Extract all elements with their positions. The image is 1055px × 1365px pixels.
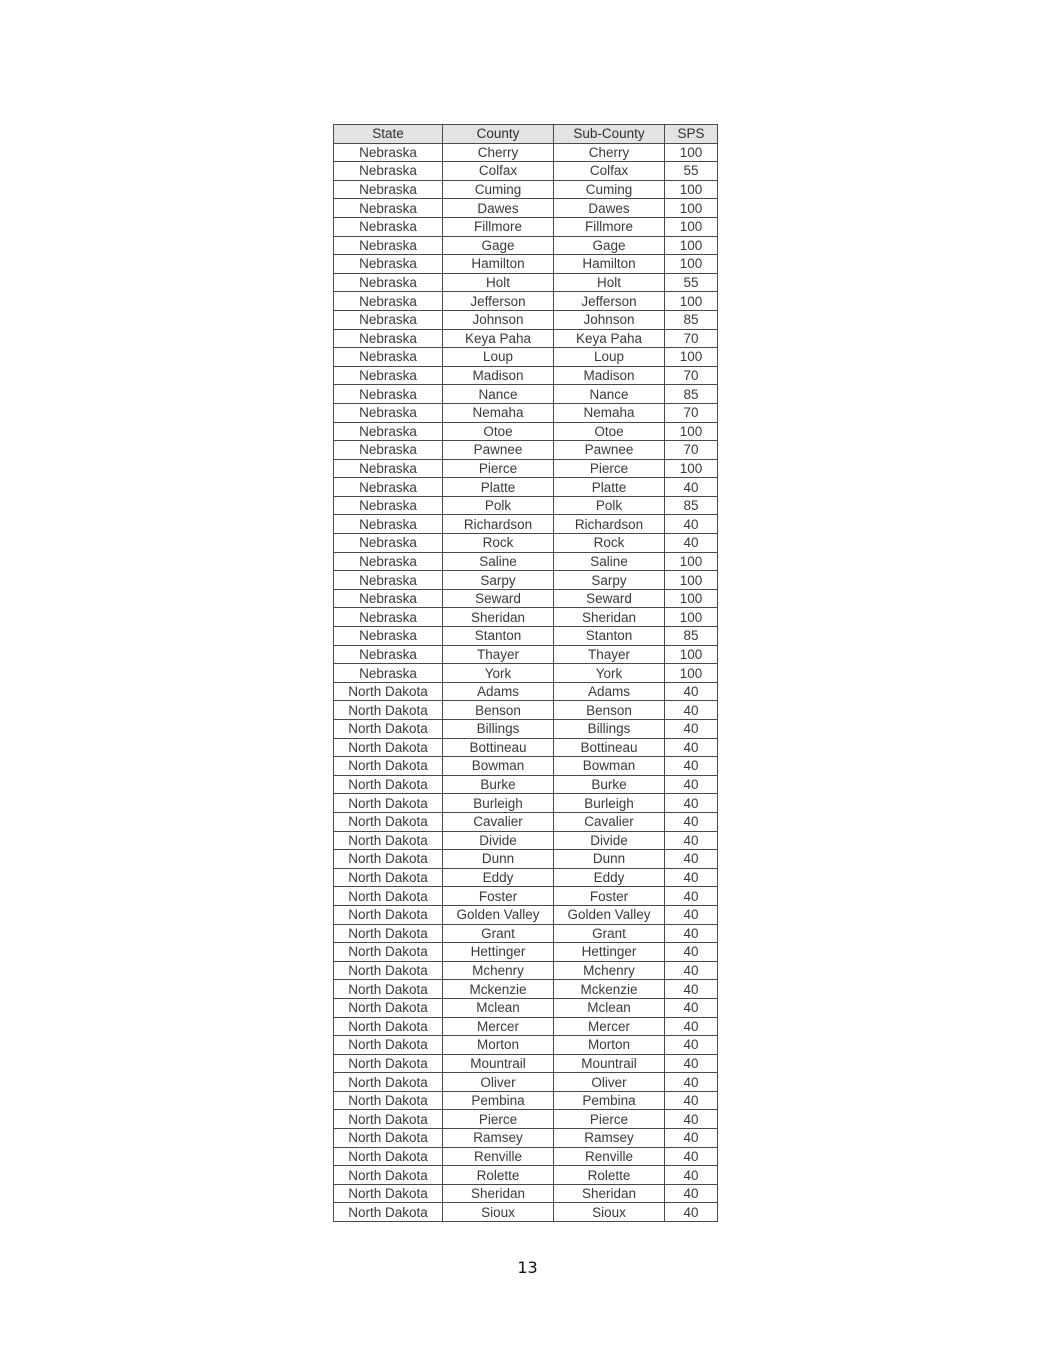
cell-county: Hamilton [443, 255, 554, 274]
cell-state: Nebraska [334, 217, 443, 236]
cell-county: Polk [443, 496, 554, 515]
cell-sps: 40 [665, 701, 718, 720]
cell-sub-county: Rolette [554, 1166, 665, 1185]
table-row [334, 943, 718, 962]
cell-state: North Dakota [334, 980, 443, 999]
table-row [334, 441, 718, 460]
cell-sps: 100 [665, 608, 718, 627]
cell-county: Cuming [443, 180, 554, 199]
cell-state: Nebraska [334, 645, 443, 664]
cell-state: North Dakota [334, 961, 443, 980]
cell-county: Nemaha [443, 403, 554, 422]
cell-sps: 100 [665, 292, 718, 311]
cell-sps: 40 [665, 1203, 718, 1222]
cell-state: Nebraska [334, 273, 443, 292]
cell-sub-county: Eddy [554, 868, 665, 887]
cell-sub-county: Otoe [554, 422, 665, 441]
page-number: 13 [517, 1258, 538, 1277]
cell-sub-county: Hettinger [554, 943, 665, 962]
cell-state: Nebraska [334, 292, 443, 311]
cell-state: Nebraska [334, 515, 443, 534]
table-row [334, 1036, 718, 1055]
cell-sps: 40 [665, 720, 718, 739]
cell-state: North Dakota [334, 757, 443, 776]
table-row [334, 701, 718, 720]
cell-county: Divide [443, 831, 554, 850]
cell-sub-county: Stanton [554, 627, 665, 646]
cell-sps: 40 [665, 1091, 718, 1110]
table-row [334, 1129, 718, 1148]
cell-sps: 40 [665, 794, 718, 813]
table-row [334, 850, 718, 869]
cell-county: Ramsey [443, 1129, 554, 1148]
table-row [334, 1203, 718, 1222]
table-row [334, 1017, 718, 1036]
cell-sub-county: Bottineau [554, 738, 665, 757]
cell-state: North Dakota [334, 775, 443, 794]
table-header [334, 125, 718, 144]
cell-state: North Dakota [334, 1110, 443, 1129]
cell-sps: 100 [665, 236, 718, 255]
table-row [334, 236, 718, 255]
cell-sub-county: Sheridan [554, 608, 665, 627]
cell-county: Johnson [443, 310, 554, 329]
cell-sub-county: Pawnee [554, 441, 665, 460]
cell-sub-county: Polk [554, 496, 665, 515]
cell-state: North Dakota [334, 1129, 443, 1148]
table-row [334, 273, 718, 292]
cell-county: Pierce [443, 1110, 554, 1129]
cell-county: Rock [443, 534, 554, 553]
cell-sps: 40 [665, 775, 718, 794]
cell-sps: 40 [665, 515, 718, 534]
cell-county: Platte [443, 478, 554, 497]
cell-sps: 40 [665, 757, 718, 776]
table-row [334, 1184, 718, 1203]
table-row [334, 534, 718, 553]
cell-county: Bowman [443, 757, 554, 776]
cell-sub-county: Cherry [554, 143, 665, 162]
cell-state: North Dakota [334, 868, 443, 887]
cell-state: North Dakota [334, 682, 443, 701]
cell-county: Golden Valley [443, 905, 554, 924]
table-row [334, 459, 718, 478]
table-row [334, 812, 718, 831]
table-row [334, 589, 718, 608]
cell-sub-county: Cavalier [554, 812, 665, 831]
cell-sps: 85 [665, 310, 718, 329]
cell-sps: 100 [665, 180, 718, 199]
cell-state: Nebraska [334, 236, 443, 255]
cell-state: Nebraska [334, 664, 443, 683]
cell-sub-county: Cuming [554, 180, 665, 199]
cell-sub-county: Dawes [554, 199, 665, 218]
cell-sps: 100 [665, 143, 718, 162]
cell-county: Jefferson [443, 292, 554, 311]
table-row [334, 385, 718, 404]
cell-county: Holt [443, 273, 554, 292]
cell-sps: 55 [665, 162, 718, 181]
cell-sps: 40 [665, 1036, 718, 1055]
cell-sps: 100 [665, 217, 718, 236]
cell-county: Thayer [443, 645, 554, 664]
cell-state: Nebraska [334, 329, 443, 348]
table-row [334, 961, 718, 980]
cell-county: Mchenry [443, 961, 554, 980]
cell-sps: 40 [665, 961, 718, 980]
cell-sub-county: Johnson [554, 310, 665, 329]
cell-state: Nebraska [334, 255, 443, 274]
cell-sps: 40 [665, 812, 718, 831]
cell-sub-county: Divide [554, 831, 665, 850]
table-row [334, 255, 718, 274]
cell-sub-county: Oliver [554, 1073, 665, 1092]
cell-county: Burleigh [443, 794, 554, 813]
table-row [334, 645, 718, 664]
header-county: County [443, 125, 554, 144]
cell-sub-county: Renville [554, 1147, 665, 1166]
table-row [334, 664, 718, 683]
table-row [334, 1147, 718, 1166]
cell-state: Nebraska [334, 422, 443, 441]
cell-sps: 40 [665, 831, 718, 850]
cell-state: Nebraska [334, 310, 443, 329]
table-row [334, 310, 718, 329]
sps-table [333, 124, 718, 1222]
cell-sub-county: Mckenzie [554, 980, 665, 999]
cell-county: Mckenzie [443, 980, 554, 999]
table-row [334, 199, 718, 218]
table-row [334, 180, 718, 199]
cell-sps: 40 [665, 478, 718, 497]
cell-sub-county: Adams [554, 682, 665, 701]
cell-sub-county: Sarpy [554, 571, 665, 590]
cell-state: Nebraska [334, 608, 443, 627]
cell-county: York [443, 664, 554, 683]
cell-county: Hettinger [443, 943, 554, 962]
cell-sps: 85 [665, 385, 718, 404]
cell-state: North Dakota [334, 831, 443, 850]
table-row [334, 757, 718, 776]
cell-sub-county: Billings [554, 720, 665, 739]
cell-sps: 40 [665, 1129, 718, 1148]
cell-county: Dunn [443, 850, 554, 869]
cell-state: Nebraska [334, 348, 443, 367]
cell-county: Nance [443, 385, 554, 404]
cell-sps: 40 [665, 1017, 718, 1036]
table-row [334, 403, 718, 422]
table-row [334, 1073, 718, 1092]
cell-sub-county: Thayer [554, 645, 665, 664]
cell-county: Fillmore [443, 217, 554, 236]
table-row [334, 794, 718, 813]
cell-sub-county: Sioux [554, 1203, 665, 1222]
header-state: State [334, 125, 443, 144]
table-row [334, 422, 718, 441]
cell-county: Foster [443, 887, 554, 906]
cell-sub-county: Pierce [554, 1110, 665, 1129]
cell-sub-county: Hamilton [554, 255, 665, 274]
cell-sub-county: Saline [554, 552, 665, 571]
table-row [334, 366, 718, 385]
cell-sps: 40 [665, 943, 718, 962]
table-row [334, 998, 718, 1017]
table-row [334, 162, 718, 181]
cell-sub-county: Rock [554, 534, 665, 553]
cell-sps: 55 [665, 273, 718, 292]
cell-state: North Dakota [334, 1166, 443, 1185]
table-row [334, 329, 718, 348]
cell-state: North Dakota [334, 1203, 443, 1222]
cell-sub-county: Pembina [554, 1091, 665, 1110]
cell-state: Nebraska [334, 366, 443, 385]
table-row [334, 775, 718, 794]
cell-sub-county: Burke [554, 775, 665, 794]
cell-state: Nebraska [334, 441, 443, 460]
cell-state: North Dakota [334, 1147, 443, 1166]
cell-county: Madison [443, 366, 554, 385]
cell-sub-county: Ramsey [554, 1129, 665, 1148]
cell-county: Benson [443, 701, 554, 720]
cell-sps: 40 [665, 980, 718, 999]
cell-sps: 40 [665, 1184, 718, 1203]
cell-sps: 40 [665, 887, 718, 906]
cell-sps: 70 [665, 403, 718, 422]
table-row [334, 1091, 718, 1110]
table-row [334, 682, 718, 701]
cell-sps: 40 [665, 850, 718, 869]
cell-county: Morton [443, 1036, 554, 1055]
table-row [334, 1054, 718, 1073]
table-row [334, 905, 718, 924]
cell-sub-county: Mercer [554, 1017, 665, 1036]
cell-sps: 70 [665, 329, 718, 348]
cell-county: Mountrail [443, 1054, 554, 1073]
cell-county: Seward [443, 589, 554, 608]
cell-sub-county: Benson [554, 701, 665, 720]
cell-sub-county: Pierce [554, 459, 665, 478]
cell-state: North Dakota [334, 1017, 443, 1036]
cell-sps: 70 [665, 441, 718, 460]
cell-sps: 100 [665, 571, 718, 590]
cell-state: Nebraska [334, 180, 443, 199]
cell-state: Nebraska [334, 571, 443, 590]
cell-state: North Dakota [334, 850, 443, 869]
cell-county: Burke [443, 775, 554, 794]
cell-sub-county: Mountrail [554, 1054, 665, 1073]
table-row [334, 608, 718, 627]
cell-county: Sheridan [443, 1184, 554, 1203]
cell-sub-county: Gage [554, 236, 665, 255]
cell-sps: 40 [665, 924, 718, 943]
cell-sps: 40 [665, 738, 718, 757]
table-row [334, 1110, 718, 1129]
cell-sub-county: Loup [554, 348, 665, 367]
cell-state: North Dakota [334, 998, 443, 1017]
cell-state: Nebraska [334, 627, 443, 646]
cell-sub-county: Mclean [554, 998, 665, 1017]
cell-state: North Dakota [334, 1073, 443, 1092]
cell-state: Nebraska [334, 385, 443, 404]
cell-sps: 100 [665, 645, 718, 664]
cell-sub-county: Bowman [554, 757, 665, 776]
cell-state: Nebraska [334, 403, 443, 422]
cell-state: North Dakota [334, 1091, 443, 1110]
cell-sps: 85 [665, 627, 718, 646]
cell-county: Eddy [443, 868, 554, 887]
cell-county: Stanton [443, 627, 554, 646]
cell-sub-county: Morton [554, 1036, 665, 1055]
cell-county: Gage [443, 236, 554, 255]
cell-sub-county: Richardson [554, 515, 665, 534]
cell-state: Nebraska [334, 534, 443, 553]
cell-state: North Dakota [334, 738, 443, 757]
cell-sps: 100 [665, 255, 718, 274]
table-row [334, 738, 718, 757]
cell-county: Cherry [443, 143, 554, 162]
table-row [334, 143, 718, 162]
cell-sub-county: Mchenry [554, 961, 665, 980]
cell-sub-county: Nemaha [554, 403, 665, 422]
cell-county: Adams [443, 682, 554, 701]
cell-state: North Dakota [334, 720, 443, 739]
cell-county: Sheridan [443, 608, 554, 627]
cell-sps: 100 [665, 664, 718, 683]
cell-state: Nebraska [334, 162, 443, 181]
cell-state: Nebraska [334, 589, 443, 608]
cell-county: Colfax [443, 162, 554, 181]
table-row [334, 1166, 718, 1185]
cell-sub-county: Sheridan [554, 1184, 665, 1203]
table-row [334, 552, 718, 571]
table-row [334, 496, 718, 515]
cell-sps: 85 [665, 496, 718, 515]
cell-county: Oliver [443, 1073, 554, 1092]
cell-county: Sioux [443, 1203, 554, 1222]
cell-state: North Dakota [334, 905, 443, 924]
cell-sub-county: Fillmore [554, 217, 665, 236]
cell-state: North Dakota [334, 1184, 443, 1203]
header-sps: SPS [665, 125, 718, 144]
cell-sps: 40 [665, 998, 718, 1017]
cell-state: North Dakota [334, 794, 443, 813]
table-row [334, 831, 718, 850]
cell-county: Saline [443, 552, 554, 571]
cell-county: Mclean [443, 998, 554, 1017]
cell-sps: 40 [665, 1147, 718, 1166]
cell-sub-county: Burleigh [554, 794, 665, 813]
cell-state: Nebraska [334, 496, 443, 515]
table-body [334, 143, 718, 1221]
cell-sub-county: Seward [554, 589, 665, 608]
cell-state: Nebraska [334, 143, 443, 162]
header-sub-county: Sub-County [554, 125, 665, 144]
cell-sub-county: Holt [554, 273, 665, 292]
cell-sps: 100 [665, 199, 718, 218]
cell-sub-county: Madison [554, 366, 665, 385]
cell-sub-county: Keya Paha [554, 329, 665, 348]
cell-county: Billings [443, 720, 554, 739]
cell-county: Otoe [443, 422, 554, 441]
cell-county: Mercer [443, 1017, 554, 1036]
cell-sps: 40 [665, 682, 718, 701]
cell-state: North Dakota [334, 1036, 443, 1055]
cell-county: Grant [443, 924, 554, 943]
cell-state: North Dakota [334, 812, 443, 831]
cell-sub-county: Colfax [554, 162, 665, 181]
header-row [334, 125, 718, 144]
cell-county: Richardson [443, 515, 554, 534]
table-row [334, 868, 718, 887]
cell-county: Pawnee [443, 441, 554, 460]
table-row [334, 478, 718, 497]
table-row [334, 571, 718, 590]
table-row [334, 924, 718, 943]
cell-state: North Dakota [334, 701, 443, 720]
cell-sub-county: Jefferson [554, 292, 665, 311]
cell-sps: 40 [665, 534, 718, 553]
cell-county: Loup [443, 348, 554, 367]
table-row [334, 887, 718, 906]
cell-sps: 40 [665, 905, 718, 924]
cell-sub-county: Nance [554, 385, 665, 404]
cell-sps: 70 [665, 366, 718, 385]
cell-county: Cavalier [443, 812, 554, 831]
cell-sps: 40 [665, 1166, 718, 1185]
cell-county: Renville [443, 1147, 554, 1166]
table-row [334, 292, 718, 311]
cell-sps: 100 [665, 422, 718, 441]
cell-county: Keya Paha [443, 329, 554, 348]
cell-sps: 40 [665, 1110, 718, 1129]
cell-sub-county: Dunn [554, 850, 665, 869]
cell-county: Pembina [443, 1091, 554, 1110]
cell-sub-county: Grant [554, 924, 665, 943]
cell-county: Bottineau [443, 738, 554, 757]
table-row [334, 627, 718, 646]
cell-state: Nebraska [334, 459, 443, 478]
cell-sub-county: Platte [554, 478, 665, 497]
cell-state: North Dakota [334, 924, 443, 943]
cell-state: North Dakota [334, 943, 443, 962]
table-row [334, 217, 718, 236]
cell-sps: 100 [665, 589, 718, 608]
cell-state: Nebraska [334, 478, 443, 497]
cell-state: North Dakota [334, 1054, 443, 1073]
cell-sps: 40 [665, 1073, 718, 1092]
table-row [334, 515, 718, 534]
cell-state: North Dakota [334, 887, 443, 906]
cell-sub-county: Foster [554, 887, 665, 906]
cell-sub-county: Golden Valley [554, 905, 665, 924]
table-row [334, 980, 718, 999]
cell-county: Dawes [443, 199, 554, 218]
table-row [334, 720, 718, 739]
cell-county: Rolette [443, 1166, 554, 1185]
cell-state: Nebraska [334, 199, 443, 218]
cell-county: Pierce [443, 459, 554, 478]
cell-sps: 100 [665, 552, 718, 571]
cell-sps: 100 [665, 348, 718, 367]
cell-county: Sarpy [443, 571, 554, 590]
cell-sps: 100 [665, 459, 718, 478]
table-row [334, 348, 718, 367]
cell-sub-county: York [554, 664, 665, 683]
cell-sps: 40 [665, 1054, 718, 1073]
cell-state: Nebraska [334, 552, 443, 571]
cell-sps: 40 [665, 868, 718, 887]
